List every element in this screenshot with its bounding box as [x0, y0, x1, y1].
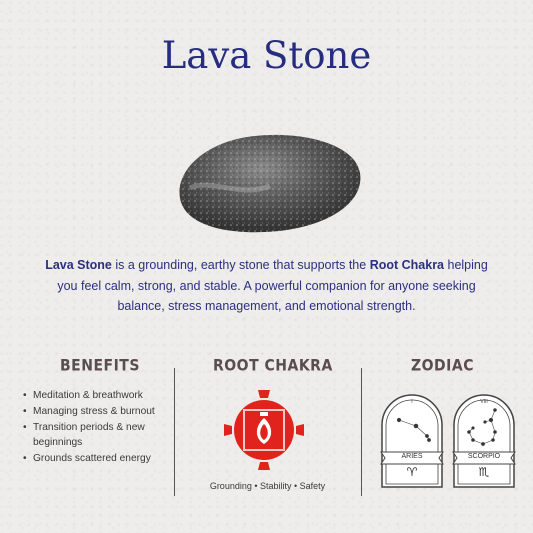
intro-paragraph [45, 255, 488, 317]
intro-text-1: is a grounding, earthy stone that supports the [111, 258, 370, 272]
list-item: • Grounds scattered energy [22, 451, 182, 466]
page-title: Lava Stone [161, 34, 372, 77]
aries-card [379, 392, 445, 490]
column-divider [174, 368, 175, 496]
list-item: • Managing stress & burnout [22, 404, 182, 419]
scorpio-glyph-icon: ♏ [478, 465, 490, 479]
stone-name-strong: Lava Stone [45, 258, 112, 272]
aries-glyph-icon: ♈ [406, 465, 418, 479]
benefits-heading: BENEFITS [60, 357, 140, 375]
zodiac-heading: ZODIAC [411, 357, 474, 375]
chakra-tagline: Grounding • Stability • Safety [209, 481, 326, 491]
lava-stone-image [170, 128, 365, 238]
chakra-name-strong: Root Chakra [369, 258, 445, 272]
column-divider [361, 368, 362, 496]
list-item: • Meditation & breathwork [22, 388, 182, 403]
scorpio-card [451, 392, 517, 490]
root-chakra-symbol-icon [222, 388, 306, 472]
list-item: • Transition periods & new beginnings [22, 420, 182, 450]
scorpio-numeral: VIII [480, 399, 488, 405]
aries-name: ARIES [401, 453, 423, 460]
benefits-list [22, 388, 182, 467]
root-chakra-heading: ROOT CHAKRA [213, 357, 333, 375]
aries-numeral: I [411, 399, 413, 405]
intro-text-2: helping you feel calm, strong, and stable. A powerful companion for anyone seeking balance, stress management, and emotional strength. [57, 258, 488, 313]
scorpio-name: SCORPIO [467, 453, 501, 460]
